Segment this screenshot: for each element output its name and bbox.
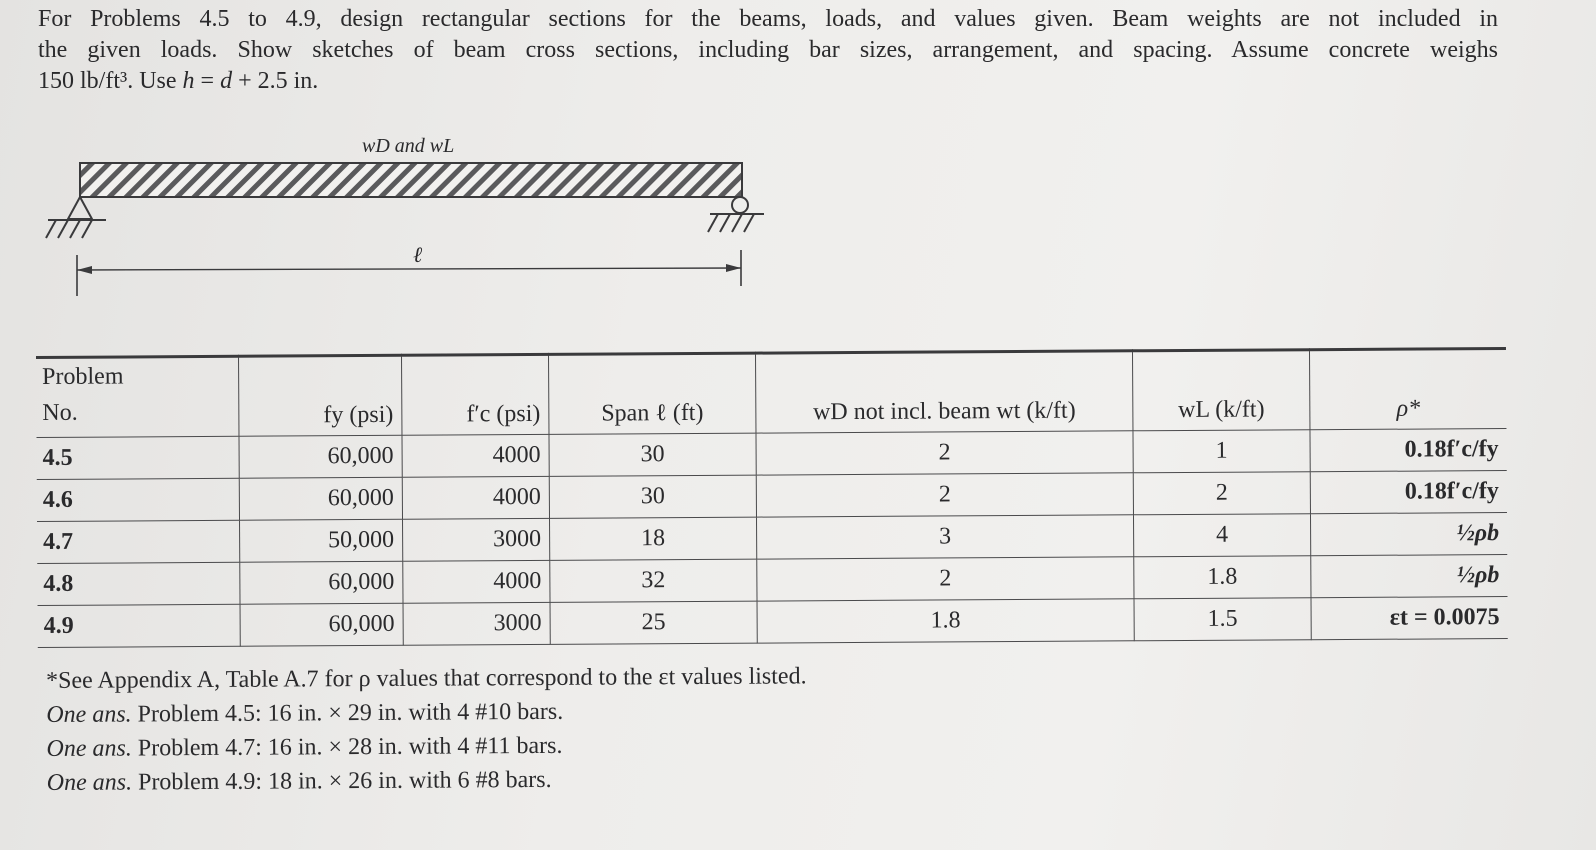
cell-rho: 0.18f′c/fy (1310, 471, 1507, 514)
problem-line-3 (38, 66, 1498, 97)
table-header-row (36, 349, 1506, 438)
beam-diagram (30, 120, 790, 300)
answer-text: Problem 4.5: 16 in. × 29 in. with 4 #10 bars. (131, 698, 564, 728)
cell-wl: 4 (1133, 514, 1310, 557)
cell-fc: 4000 (402, 476, 549, 519)
cell-fc: 3000 (403, 518, 550, 561)
cell-wl: 2 (1133, 472, 1310, 515)
cell-wl: 1 (1133, 430, 1310, 473)
cell-problem-no: 4.9 (38, 604, 241, 647)
answer-line (46, 693, 807, 732)
beam-data-table (36, 347, 1508, 648)
header-problem-no: Problem No. (36, 356, 239, 437)
var-d: d (220, 68, 233, 94)
cell-fy: 60,000 (239, 477, 402, 520)
answer-prefix: One ans. (46, 735, 132, 762)
footnote: *See Appendix A, Table A.7 for ρ values that correspond to the εt values listed. (46, 663, 807, 694)
span-dimension (77, 250, 741, 296)
load-label: wD and wL (362, 135, 455, 157)
cell-problem-no: 4.6 (37, 478, 240, 521)
cell-wl: 1.5 (1134, 598, 1311, 641)
header-wd: wD not incl. beam wt (k/ft) (755, 351, 1132, 433)
cell-span: 25 (550, 601, 757, 644)
cell-wd: 2 (756, 431, 1133, 475)
cell-wd: 2 (756, 473, 1133, 517)
span-label: ℓ (413, 242, 423, 267)
header-fy: fy (psi) (239, 355, 402, 436)
cell-problem-no: 4.8 (37, 562, 240, 605)
var-h: h (182, 68, 195, 94)
header-wl: wL (k/ft) (1132, 350, 1309, 431)
cell-fc: 4000 (403, 560, 550, 603)
cell-fy: 60,000 (240, 603, 403, 646)
roller-support (708, 197, 764, 232)
notes-block (46, 659, 807, 800)
cell-span: 32 (550, 559, 757, 602)
cell-span: 30 (549, 475, 756, 518)
answer-line (47, 761, 808, 800)
cell-fy: 60,000 (239, 435, 402, 478)
answer-line (46, 727, 807, 766)
cell-rho: 0.18f′c/fy (1310, 429, 1507, 472)
cell-fc: 3000 (403, 602, 550, 645)
cell-rho: εt = 0.0075 (1311, 597, 1508, 640)
cell-wd: 3 (756, 515, 1133, 559)
problem-line-1: For Problems 4.5 to 4.9, design rectangular sections for the beams, loads, and values given. Beam weights are not included in (38, 6, 1498, 32)
cell-rho: ½ρb (1311, 555, 1508, 598)
header-fc: f′c (psi) (402, 354, 549, 435)
equals-sign: = (194, 68, 221, 94)
data-table-wrapper (36, 347, 1508, 648)
cell-problem-no: 4.5 (36, 436, 239, 479)
cell-wd: 2 (757, 557, 1134, 601)
distributed-load (80, 163, 742, 197)
cell-rho: ½ρb (1310, 513, 1507, 556)
problem-line-3-start: 150 lb/ft³. Use (38, 68, 183, 94)
header-rho: ρ* (1309, 349, 1506, 430)
answer-text: Problem 4.7: 16 in. × 28 in. with 4 #11 bars. (131, 732, 563, 762)
pin-support (46, 197, 106, 238)
cell-fc: 4000 (402, 434, 549, 477)
cell-problem-no: 4.7 (37, 520, 240, 563)
problem-line-3-end: + 2.5 in. (232, 68, 319, 94)
answer-text: Problem 4.9: 18 in. × 26 in. with 6 #8 bars. (131, 766, 552, 796)
answer-prefix: One ans. (46, 701, 132, 728)
table-row (38, 597, 1508, 648)
cell-span: 30 (549, 433, 756, 476)
problem-statement (38, 4, 1498, 97)
cell-wl: 1.8 (1134, 556, 1311, 599)
cell-span: 18 (550, 517, 757, 560)
header-span: Span ℓ (ft) (548, 353, 755, 434)
cell-fy: 60,000 (240, 561, 403, 604)
cell-wd: 1.8 (757, 599, 1134, 643)
answer-prefix: One ans. (46, 769, 133, 796)
cell-fy: 50,000 (240, 519, 403, 562)
problem-line-2: the given loads. Show sketches of beam cross sections, including bar sizes, arrangement, and spacing. Assume concrete weighs (38, 37, 1498, 63)
